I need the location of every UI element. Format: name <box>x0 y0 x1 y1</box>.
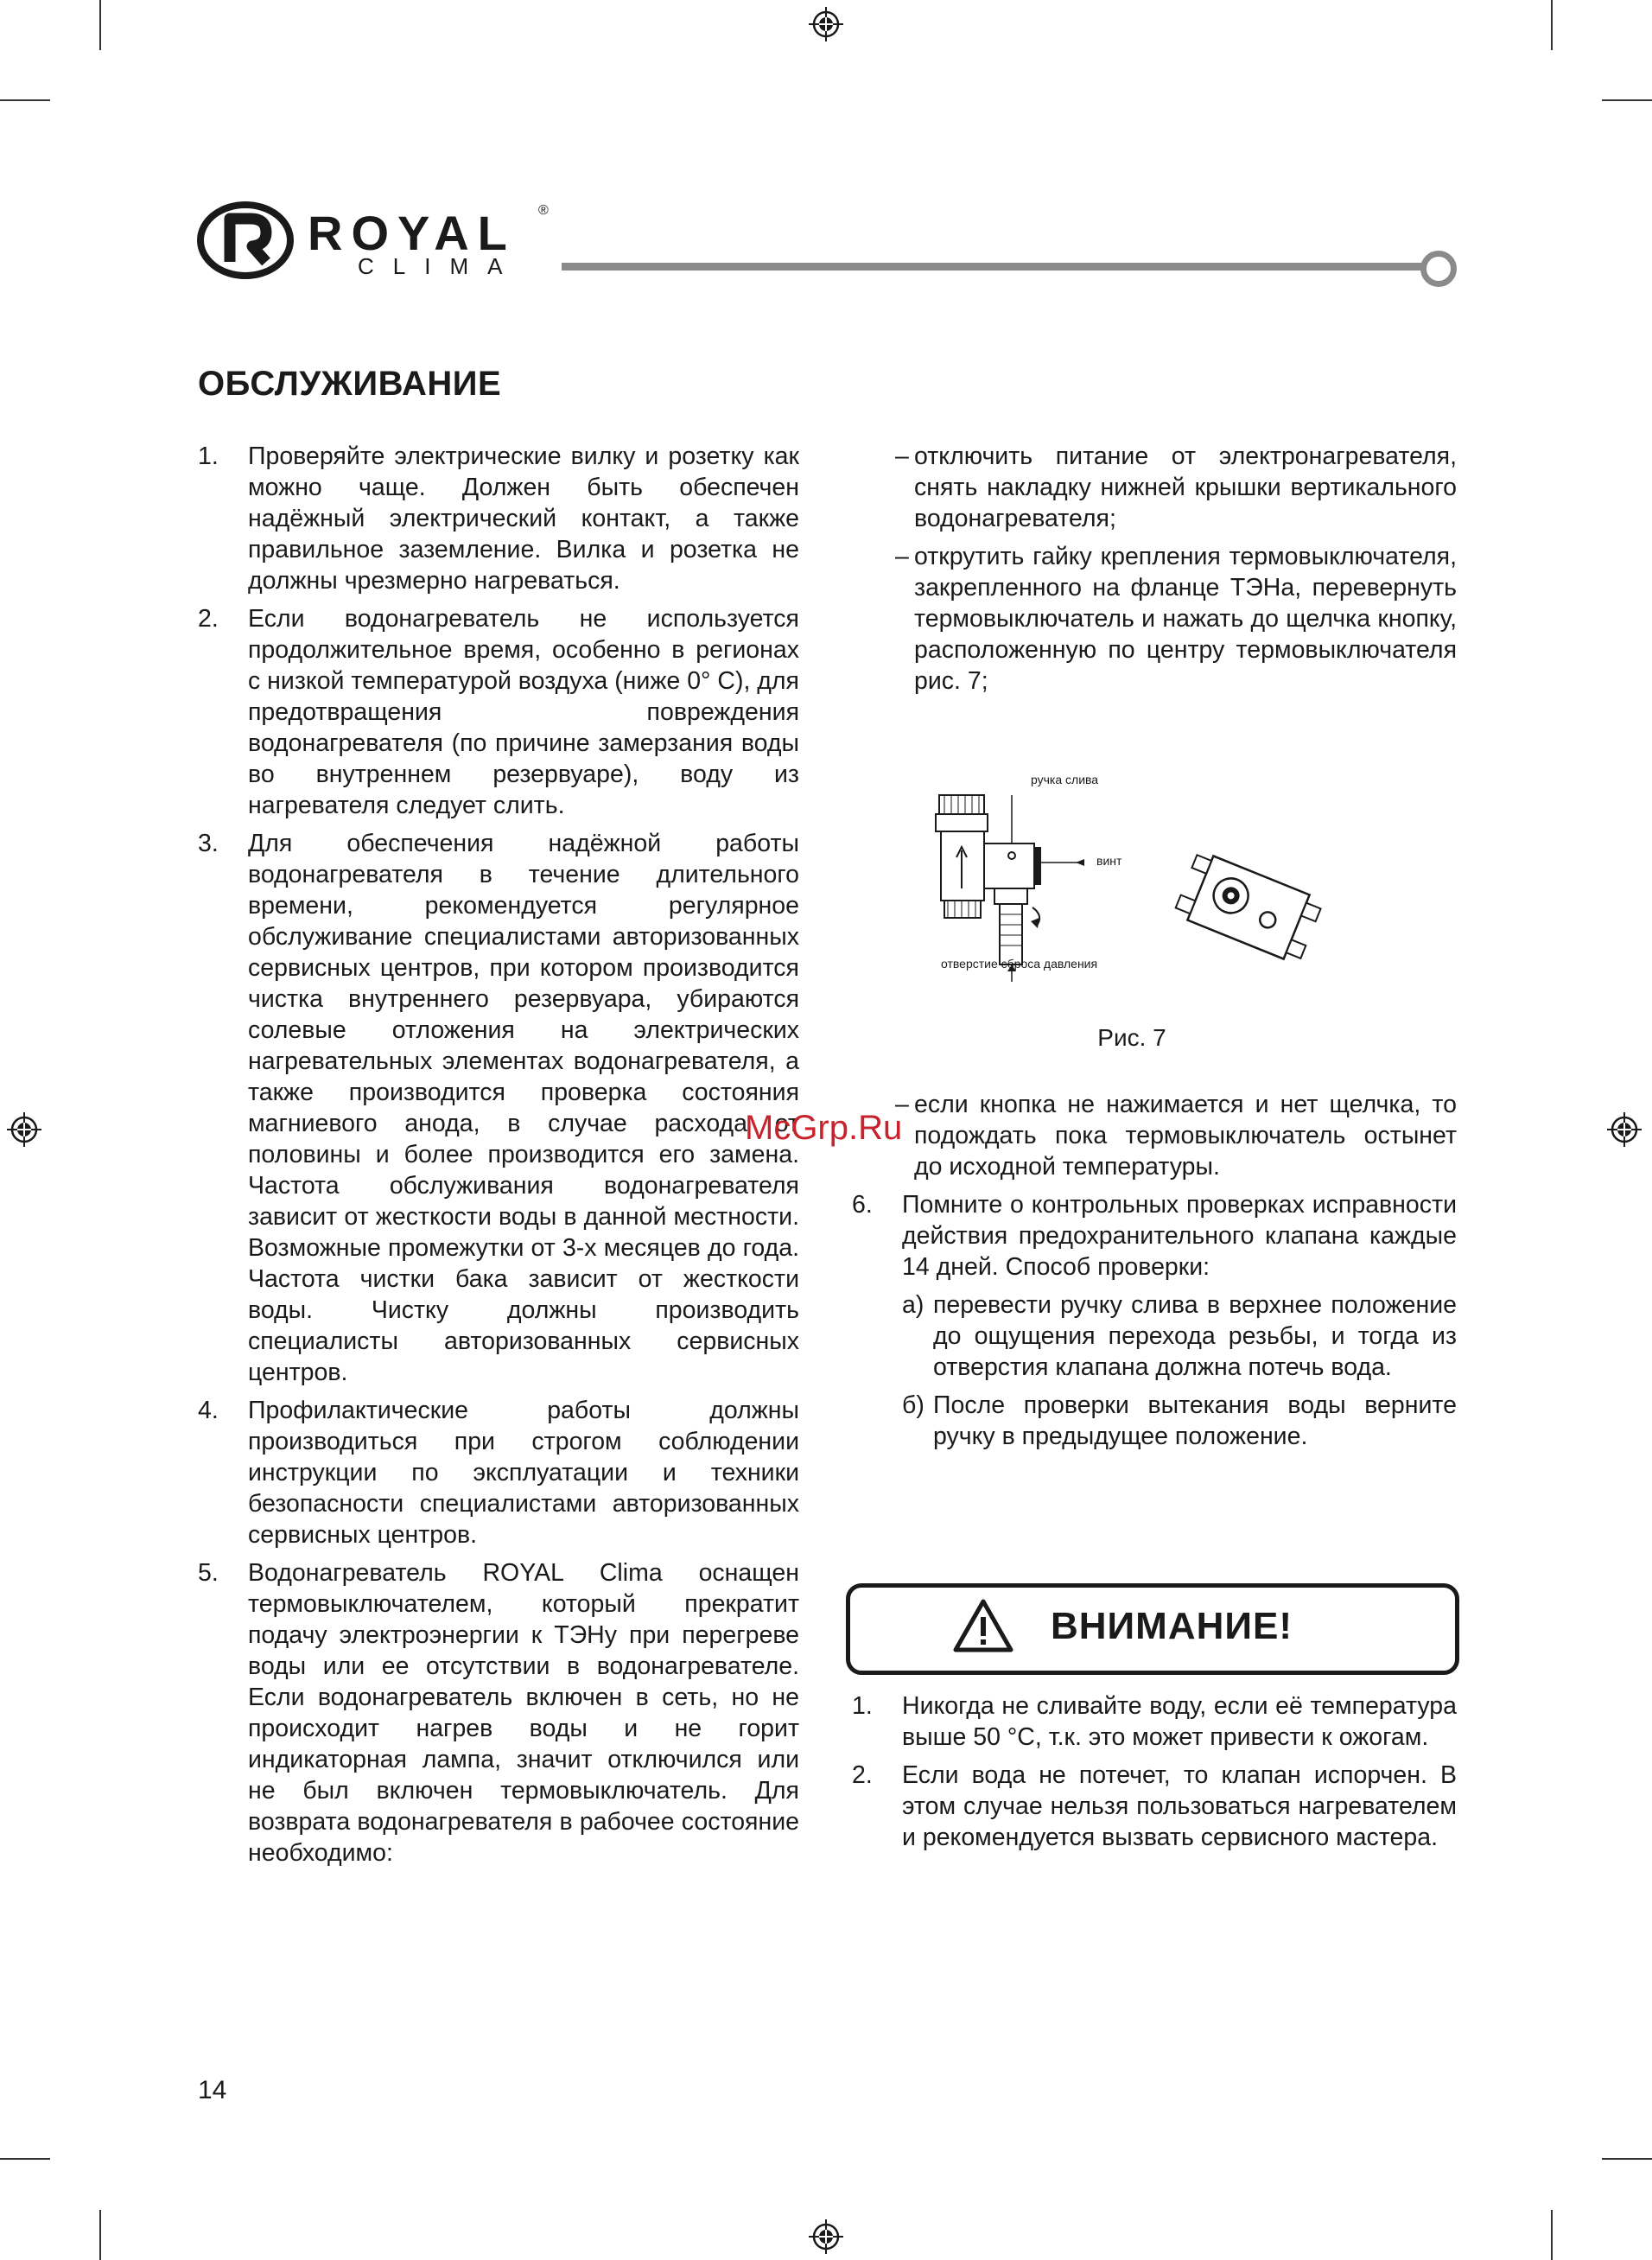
right-column-middle <box>852 1089 1457 1459</box>
crop-mark <box>0 99 50 101</box>
royal-r-emblem-icon <box>197 201 294 279</box>
page-number: 14 <box>198 2076 227 2104</box>
sub-item <box>852 1390 1457 1452</box>
item-text: Если вода не потечет, то клапан испорчен. В этом случае нельзя пользоваться нагревателем и рекомендуется вызвать сервисного мастера. <box>902 1761 1457 1851</box>
item-number: 2. <box>852 1761 873 1789</box>
sub-mark: б) <box>902 1391 924 1419</box>
sub-text: перевести ручку слива в верхнее положение до ощущения перехода резьбы, и тогда из отверстия клапана должна потечь вода. <box>933 1291 1457 1381</box>
crop-mark <box>1602 99 1652 101</box>
list-item <box>852 1189 1457 1283</box>
crop-mark <box>1551 0 1553 50</box>
registered-mark: ® <box>538 203 549 218</box>
item-number: 1. <box>198 442 219 470</box>
list-item <box>852 1760 1457 1853</box>
dash-mark: – <box>895 1091 909 1118</box>
dash-item <box>852 441 1457 534</box>
sub-item <box>852 1289 1457 1383</box>
item-number: 3. <box>198 830 219 857</box>
item-text: Если водонагреватель не используется продолжительное время, особенно в регионах с низкой температурой воздуха (ниже 0° С), для предотвращения повреждения водонагревателя (по причине замерзания воды во внутреннем резервуаре), воду из нагревателя следует слить. <box>248 605 799 819</box>
dash-text: если кнопка не нажимается и нет щелчка, то подождать пока термовыключатель остынет до исходной температуры. <box>914 1091 1457 1181</box>
crop-mark <box>1551 2210 1553 2260</box>
figure-caption: Рис. 7 <box>1097 1024 1166 1051</box>
dash-mark: – <box>895 543 909 570</box>
item-number: 6. <box>852 1191 873 1219</box>
list-item <box>198 603 799 821</box>
crop-mark <box>1602 2158 1652 2160</box>
right-column-top <box>852 441 1457 703</box>
valve-thermostat-diagram <box>929 761 1413 1020</box>
crop-mark <box>0 2158 50 2160</box>
header-rule <box>562 263 1429 271</box>
label-hole: отверстие сброса давления <box>941 957 1098 971</box>
label-handle: ручка слива <box>1031 773 1099 786</box>
list-item <box>198 1395 799 1550</box>
list-item <box>198 1557 799 1868</box>
registration-mark-icon <box>5 1111 43 1149</box>
warning-triangle-icon <box>952 1598 1014 1653</box>
item-text: Проверяйте электрические вилку и розетку как можно чаще. Должен быть обеспечен надёжный электрический контакт, а также правильное заземление. Вилка и розетка не должны чрезмерно нагреваться. <box>248 442 799 595</box>
item-number: 4. <box>198 1397 219 1424</box>
left-column <box>198 441 799 1875</box>
registration-mark-icon <box>1605 1111 1643 1149</box>
registration-mark-icon <box>807 5 845 43</box>
dash-item <box>852 541 1457 697</box>
warning-list <box>852 1690 1457 1860</box>
item-text: Профилактические работы должны производиться при строгом соблюдении инструкции по эксплуатации и техники безопасности специалистами авторизованных сервисных центров. <box>248 1397 799 1549</box>
item-number: 5. <box>198 1559 219 1587</box>
warning-title: ВНИМАНИЕ! <box>1051 1605 1293 1647</box>
brand-sub: CLIMA <box>358 253 522 279</box>
dash-item <box>852 1089 1457 1182</box>
item-text: Для обеспечения надёжной работы водонагревателя в течение длительного времени, рекомендуется регулярное обслуживание специалистами авторизованных сервисных центров, при котором производится чистка внутреннего резервуара, убираются солевые отложения на электрических нагревательных элементах водонагревателя, а также производится проверка состояния магниевого анода, в случае расхода от половины и более производится его замена. Частота обслуживания водонагревателя зависит от жесткости воды в данной местности. Возможные промежутки от 3-х месяцев до года. Частота чистки бака зависит от жесткости воды. Чистку должны производить специалисты авторизованных сервисных центров. <box>248 830 799 1386</box>
sub-text: После проверки вытекания воды верните ручку в предыдущее положение. <box>933 1391 1457 1450</box>
item-text: Помните о контрольных проверках исправности действия предохранительного клапана каждые 14 дней. Способ проверки: <box>902 1191 1457 1281</box>
list-item <box>198 828 799 1388</box>
registration-mark-icon <box>807 2218 845 2256</box>
page-title: ОБСЛУЖИВАНИЕ <box>198 365 502 403</box>
crop-mark <box>99 2210 101 2260</box>
label-screw: винт <box>1096 854 1122 868</box>
figure-7 <box>929 761 1413 1063</box>
brand-name: ROYAL <box>308 206 516 260</box>
dash-mark: – <box>895 442 909 470</box>
item-text: Водонагреватель ROYAL Clima оснащен термовыключателем, который прекратит подачу электроэнергии к ТЭНу при перегреве воды или ее отсутствии в водонагревателе. Если водонагреватель включен в сеть, но не происходит нагрев воды и не горит индикаторная лампа, значит отключился или не был включен термовыключатель. Для возврата водонагревателя в рабочее состояние необходимо: <box>248 1559 799 1867</box>
item-number: 1. <box>852 1692 873 1720</box>
list-item <box>852 1690 1457 1753</box>
list-item <box>198 441 799 596</box>
brand-logo <box>197 201 560 279</box>
watermark: McGrp.Ru <box>745 1109 903 1147</box>
dash-text: отключить питание от электронагревателя, снять накладку нижней крышки вертикального водонагревателя; <box>914 442 1457 532</box>
item-text: Никогда не сливайте воду, если её температура выше 50 °С, т.к. это может привести к ожогам. <box>902 1692 1457 1751</box>
header-rule-end-icon <box>1420 251 1457 287</box>
warning-banner <box>846 1583 1459 1675</box>
sub-mark: а) <box>902 1291 924 1319</box>
item-number: 2. <box>198 605 219 633</box>
crop-mark <box>99 0 101 50</box>
dash-text: открутить гайку крепления термовыключателя, закрепленного на фланце ТЭНа, перевернуть термовыключатель и нажать до щелчка кнопку, расположенную по центру термовыключателя рис. 7; <box>914 543 1457 695</box>
